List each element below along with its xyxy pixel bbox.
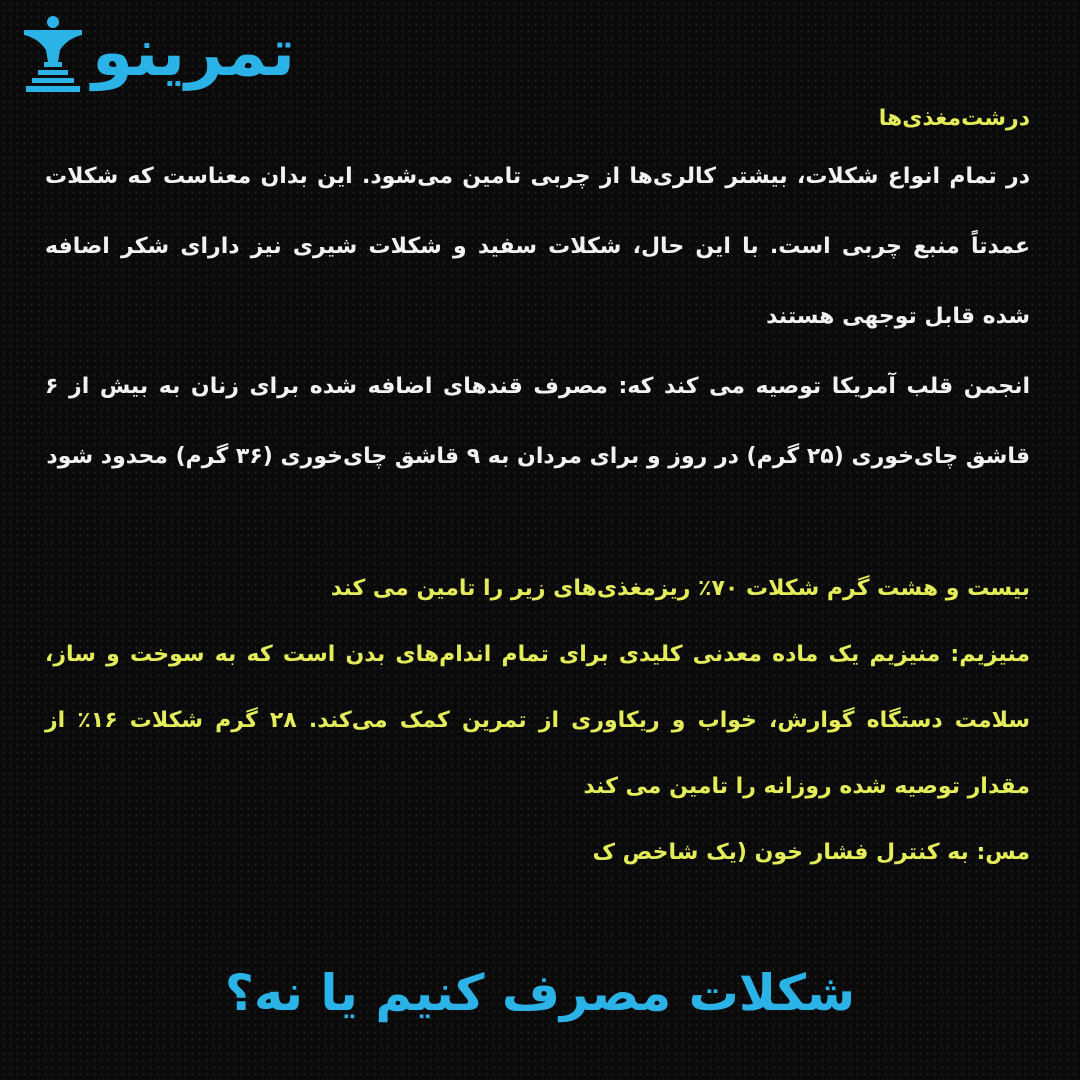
copper-paragraph: مس: به کنترل فشار خون (یک شاخص ک — [592, 840, 1030, 865]
macros-paragraph-sugar: انجمن قلب آمریکا توصیه می کند که: مصرف قندهای اضافه شده برای زنان به بیش از ۶ قاشق چای‌خوری (۲۵ گرم) در روز و برای مردان به ۹ قاشق چای‌خوری (۳۶ گرم) محدود شود — [45, 374, 1030, 469]
article-body — [45, 96, 1030, 886]
micros-intro: بیست و هشت گرم شکلات ۷۰٪ ریزمغذی‌های زیر را تامین می کند — [330, 576, 1030, 601]
logo-wordmark: تمرینو — [92, 14, 296, 91]
chess-pawn-icon — [18, 10, 88, 96]
magnesium-paragraph: منیزیم: منیزیم یک ماده معدنی کلیدی برای تمام اندام‌های بدن است که به سوخت و ساز، سلامت دستگاه گوارش، خواب و ریکاوری از تمرین کمک می‌کند. ۲۸ گرم شکلات ۱۶٪ از مقدار توصیه شده روزانه را تامین می کند — [45, 642, 1031, 799]
footer-title: شکلات مصرف کنیم یا نه؟ — [224, 964, 856, 1022]
macros-heading: درشت‌مغذی‌ها — [878, 106, 1030, 131]
section-spacer — [45, 492, 1030, 556]
brand-logo — [18, 8, 448, 98]
macros-paragraph-fat: در تمام انواع شکلات، بیشتر کالری‌ها از چربی تامین می‌شود. این بدان معناست که شکلات عمدتاً منبع چربی است. با این حال، شکلات سفید و شکلات شیری نیز دارای شکر اضافه شده قابل توجهی هستند — [45, 164, 1030, 329]
